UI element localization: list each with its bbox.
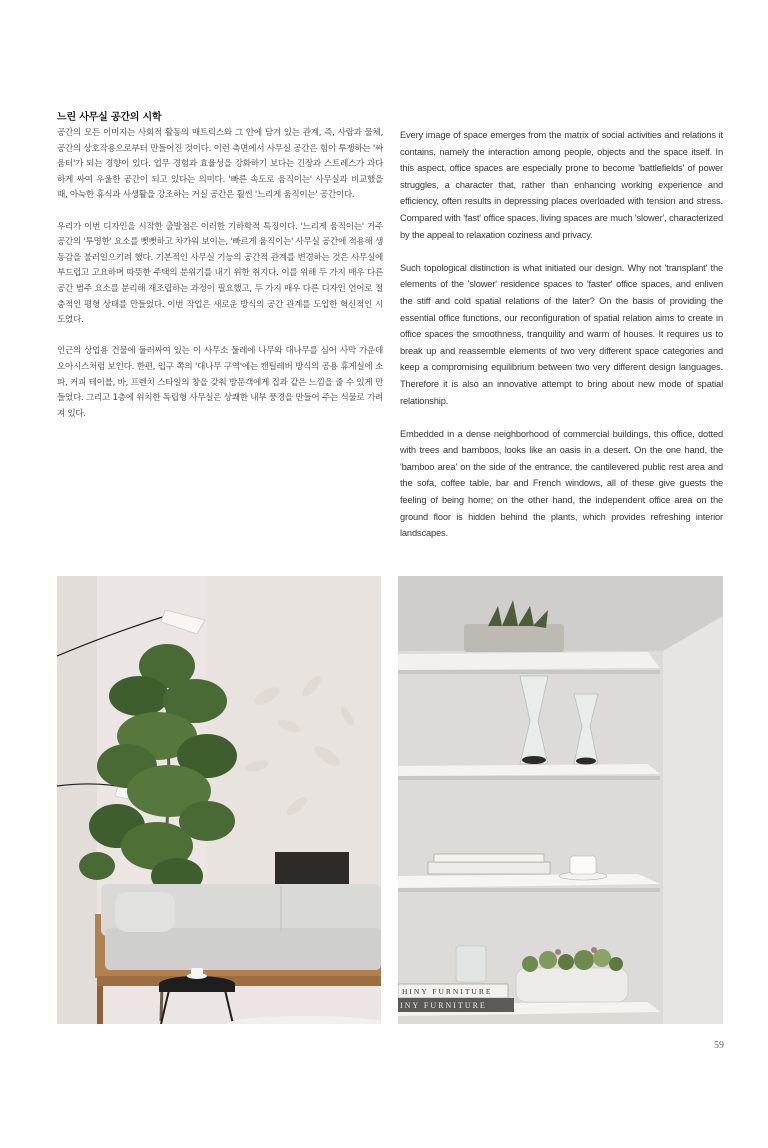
lounge-photo	[57, 576, 381, 1024]
succulent-planter	[516, 968, 628, 1002]
book-spine-text-top: HINY FURNITURE	[402, 987, 493, 996]
korean-paragraph-2: 우리가 이번 디자인을 시작한 출발점은 이러한 기하학적 특징이다. '느리게 움직이는' 거주 공간의 '투명한' 요소를 뻣뻣하고 차가워 보이는, '빠르게 움직이는' 사무실 공간에 적용해 생동감을 불러일으키려 했다. 기본적인 사무실 기능의 공간적 관계를 변경하는 것은 사무실에 부드럽고 고요하며 따뜻한 주택의 분위기를 내기 위한 취지다. 이를 위해 두 가지 매우 다른 공간 범주 요소를 분리해 재조립하는 과정이 필요했고, 두 가지 매우 다른 디자인 언어로 절충적인 평형 상태를 만들었다. 이번 작업은 새로운 방식의 공간 관계를 도입한 혁신적인 시도였다.	[57, 221, 383, 326]
book-spine-text-bottom: INY FURNITURE	[400, 1001, 487, 1010]
korean-heading: 느린 사무실 공간의 시학	[57, 112, 162, 123]
shelf-photo	[398, 576, 723, 1024]
english-paragraph-3: Embedded in a dense neighborhood of commercial buildings, this office, dotted with trees and bamboos, looks like an oasis in a desert. On the one hand, the 'bamboo area' on the side of the entrance, the cantilevered public rest area and the sofa, coffee table, bar and French windows, all of these give guests the feeling of being home; on the other hand, the independent office area on the ground floor is hidden behind the plants, which provides refreshing interior landscapes.	[400, 428, 723, 539]
korean-paragraph-3: 인근의 상업용 건물에 둘러싸여 있는 이 사무소 둘레에 나무와 대나무를 심어 사막 가운데 오아시스처럼 보인다. 한편, 입구 쪽의 '대나무 구역'에는 캔틸레버 방식의 공용 휴게실에 소파, 커피 테이블, 바, 프렌치 스타일의 창을 갖춰 방문객에게 집과 같은 느낌을 줄 수 있게 만들었다. 그리고 1층에 위치한 독립형 사무실은 상쾌한 내부 풍경을 만들어 주는 식물로 가려져 있다.	[57, 346, 383, 419]
glass-jar	[456, 946, 486, 982]
page-number: 59	[714, 1040, 724, 1051]
english-paragraph-1: Every image of space emerges from the matrix of social activities and relations it contains, namely the interaction among people, objects and the space itself. In this aspect, office spaces are especially prone to become 'battlefields' of power struggles, a character that, rather than enhancing working experience and efficiency, often results in depressing places overloaded with tension and stress. Compared with 'fast' office spaces, living spaces are much 'slower', characterized by the appeal to relaxation coziness and privacy.	[400, 130, 723, 240]
english-paragraph-2: Such topological distinction is what initiated our design. Why not 'transplant' the elements of the 'slower' residence spaces to 'faster' office spaces, and enliven the stiff and cold spatial relations of the later? On the basis of providing the essential office functions, our reconfiguration of spatial relation aims to create in office spaces the smoothness, tranquility and warm of houses. It requires us to break up and reassemble elements of two very different space categories and keep a compromising equilibrium between two very different design languages. Therefore it is also an innovative attempt to bring about new mode of spatial relationship.	[400, 262, 723, 406]
korean-paragraph-1: 공간의 모든 이미지는 사회적 활동의 매트릭스와 그 안에 담겨 있는 관계, 즉, 사람과 물체, 공간의 상호작용으로부터 만들어진 것이다. 이런 측면에서 사무실 공간은 힘이 투쟁하는 '싸움터'가 되는 경향이 있다. 업무 경험과 효율성을 강화하기 보다는 긴장과 스트레스가 과다하게 싸여 우울한 공간이 되고 있다는 의미다. '빠른 속도로 움직이는' 사무실과 비교했을 때, 아늑한 휴식과 사생활을 강조하는 거실 공간은 훨씬 '느리게 움직이는' 공간이다.	[57, 128, 383, 201]
fireplace	[275, 852, 349, 886]
english-text-column	[400, 127, 723, 558]
korean-text-column	[57, 108, 383, 438]
side-wall	[663, 616, 723, 1024]
left-wall	[57, 576, 97, 1024]
